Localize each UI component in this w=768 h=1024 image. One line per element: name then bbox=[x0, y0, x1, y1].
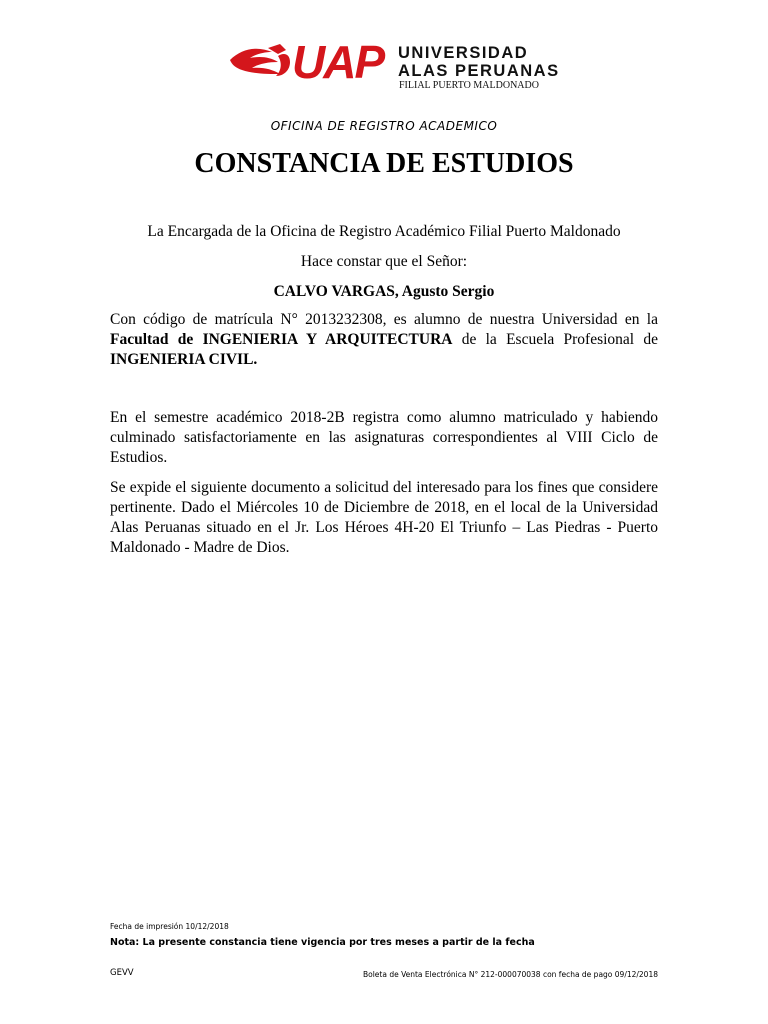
university-name-line1: UNIVERSIDAD bbox=[398, 44, 529, 62]
operator-code: GEVV bbox=[110, 968, 134, 978]
filial-label: FILIAL PUERTO MALDONADO bbox=[399, 80, 539, 91]
student-name: CALVO VARGAS, Agusto Sergio bbox=[273, 283, 495, 300]
payment-receipt-info: Boleta de Venta Electrónica N° 212-000070038 con fecha de pago 09/12/2018 bbox=[362, 970, 658, 979]
university-name-line2: ALAS PERUANAS bbox=[398, 62, 560, 80]
university-name bbox=[398, 44, 560, 80]
document-title: CONSTANCIA DE ESTUDIOS bbox=[194, 148, 574, 179]
uap-emblem-icon bbox=[228, 38, 396, 82]
validity-note: Nota: La presente constancia tiene vigencia por tres meses a partir de la fecha bbox=[110, 937, 535, 948]
constar-line: Hace constar que el Señor: bbox=[300, 253, 468, 270]
issuance-paragraph: Se expide el siguiente documento a solicitud del interesado para los fines que considere pertinente. Dado el Miércoles 10 de Diciembre de 2018, en el local de la Universidad Alas Peruanas situado en el Jr. Los Héroes 4H-20 El Triunfo – Las Piedras - Puerto Maldonado - Madre de Dios. bbox=[110, 479, 658, 556]
faculty-name: Facultad de INGENIERIA Y ARQUITECTURA bbox=[110, 331, 453, 348]
enrollment-text-1: Con código de matrícula N° 2013232308, es alumno de nuestra Universidad en la bbox=[110, 311, 658, 328]
university-logo bbox=[228, 38, 560, 94]
enrollment-text-2: de la Escuela Profesional de bbox=[452, 331, 658, 348]
school-name: INGENIERIA CIVIL. bbox=[110, 351, 258, 368]
print-date: Fecha de impresión 10/12/2018 bbox=[110, 922, 229, 931]
office-title: OFICINA DE REGISTRO ACADEMICO bbox=[270, 119, 498, 133]
enrollment-paragraph bbox=[110, 310, 658, 370]
logo-text: UAP bbox=[292, 38, 384, 82]
semester-paragraph: En el semestre académico 2018-2B registra como alumno matriculado y habiendo culminado satisfactoriamente en las asignaturas correspondientes al VIII Ciclo de Estudios. bbox=[110, 409, 658, 466]
intro-line: La Encargada de la Oficina de Registro Académico Filial Puerto Maldonado bbox=[147, 223, 621, 240]
